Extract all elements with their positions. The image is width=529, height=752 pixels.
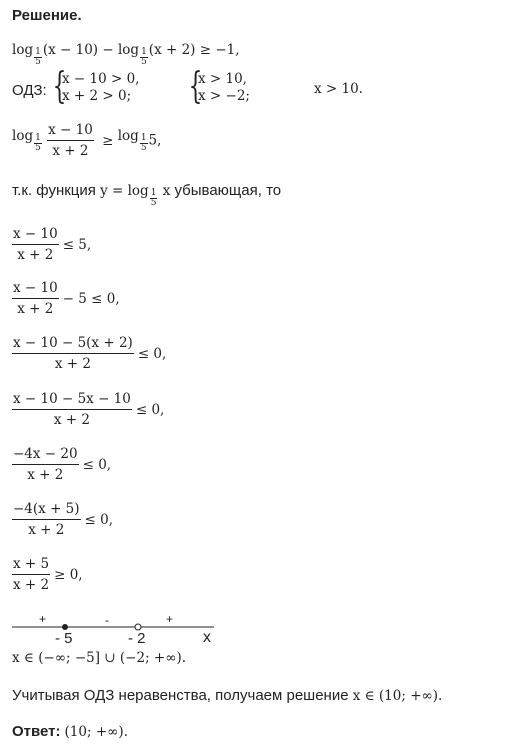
step-1: $\frac{x - 10}{x + 2}$ ≤ 5, [13,226,92,263]
step-5: $\frac{-4x - 20}{x + 2}$ ≤ 0, [13,446,112,483]
log-fraction-inequality: log $\frac{1}{5}$ $\frac{x - 10}{x + 2}$ ≥ log $\frac{1}{5}$ 5, [12,122,162,159]
number-line [0,610,529,650]
interval-solution: x ∈ (−∞; −5] ∪ (−2; +∞). [12,650,187,666]
sign-plus-right: + [166,612,174,626]
answer-label: Ответ: [12,723,61,740]
log-inequality: log $\frac{1}{5}$ (x − 10) − log $\frac{1}{5}$ (x + 2) ≥ −1, [12,42,240,67]
odz-result: x > 10. [314,81,363,97]
axis-label-x: x [203,629,211,646]
sign-plus-left: + [39,612,47,626]
step-6: $\frac{-4(x + 5)}{x + 2}$ ≤ 0, [13,501,114,538]
step-4: $\frac{x - 10 - 5x - 10}{x + 2}$ ≤ 0, [13,391,165,428]
answer-value: (10; +∞). [64,724,128,740]
conclusion: Учитывая ОДЗ неравенства, получаем решение x ∈ (10; +∞). [12,687,443,704]
sign-minus: - [105,613,109,627]
point-label-minus-5: - 5 [55,630,73,647]
solution-heading: Решение. [12,7,82,24]
odz-label: ОДЗ: [12,82,47,99]
step-7: $\frac{x + 5}{x + 2}$ ≥ 0, [13,556,83,593]
step-2: $\frac{x - 10}{x + 2}$ − 5 ≤ 0, [13,280,120,317]
function-statement: т.к. функция y = log $\frac{1}{5}$ x убывающая, то [12,182,282,208]
point-label-minus-2: - 2 [128,630,146,647]
answer [12,723,128,741]
step-3: $\frac{x - 10 - 5(x + 2)}{x + 2}$ ≤ 0, [13,335,167,372]
